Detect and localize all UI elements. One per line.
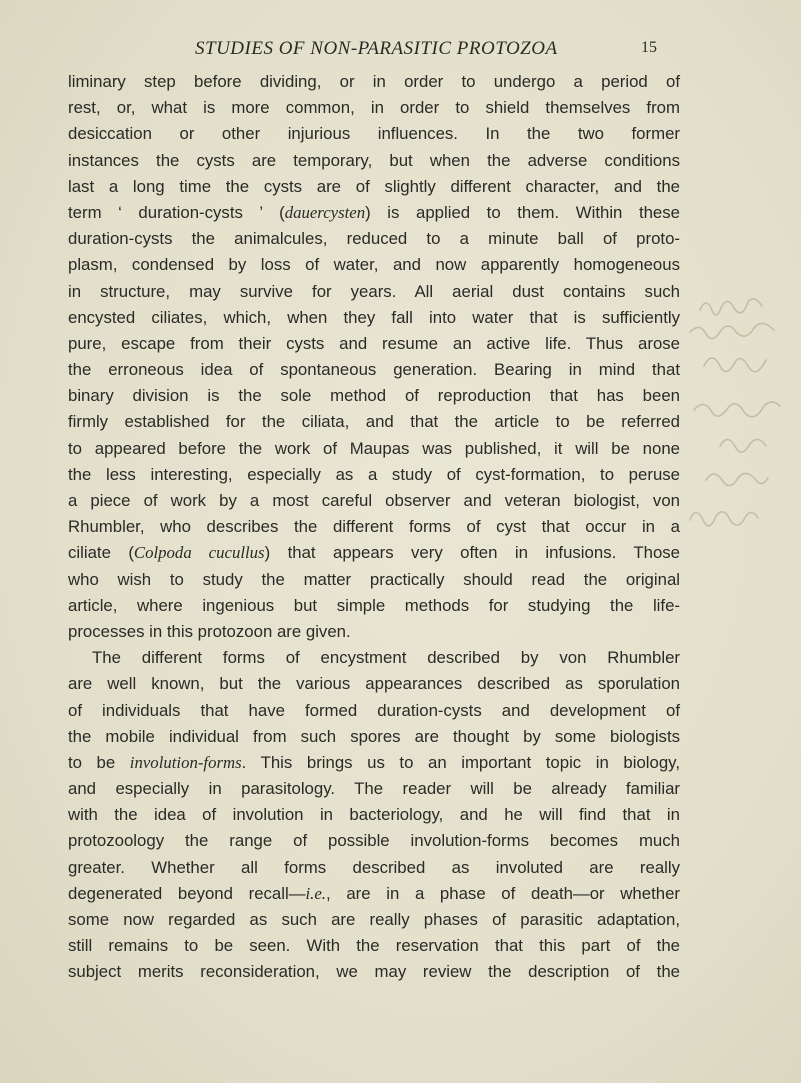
- text-line: who wish to study the matter practically should read the original: [68, 569, 680, 589]
- text-line: firmly established for the ciliata, and that the article to be referred: [68, 412, 680, 432]
- text-line: greater. Whether all forms described as involuted are really: [68, 857, 680, 877]
- italic-term-colpoda: Colpoda cucullus: [133, 543, 265, 563]
- running-head: STUDIES OF NON-PARASITIC PROTOZOA: [195, 38, 558, 59]
- text-run: . This brings us to an important topic in biology,: [241, 752, 680, 772]
- text-line: last a long time the cysts are of slightly different character, and the: [68, 176, 680, 196]
- text-line: processes in this protozoon are given.: [68, 621, 351, 641]
- text-line: The different forms of encystment described by von Rhumbler: [92, 648, 680, 668]
- text-run: ) that appears very often in infusions. Those: [264, 543, 680, 563]
- text-line: [68, 200, 680, 226]
- text-line: rest, or, what is more common, in order to shield themselves from: [68, 98, 680, 118]
- text-line: [68, 881, 680, 907]
- text-run: , are in a phase of death—or whether: [326, 883, 680, 903]
- text-line: and especially in parasitology. The reader will be already familiar: [68, 779, 680, 799]
- text-line: still remains to be seen. With the reservation that this part of the: [68, 936, 680, 956]
- italic-term-involution-forms: involution-forms: [129, 752, 242, 772]
- text-line: of individuals that have formed duration-cysts and development of: [68, 700, 680, 720]
- text-line: [68, 750, 680, 776]
- text-line: article, where ingenious but simple methods for studying the life-: [68, 595, 680, 615]
- text-line: subject merits reconsideration, we may review the description of the: [68, 962, 680, 982]
- text-run: term ‘ duration-cysts ’ (: [68, 202, 285, 222]
- body-text: [68, 69, 680, 986]
- italic-term-dauercysten: dauercysten: [284, 202, 366, 222]
- text-line: Rhumbler, who describes the different forms of cyst that occur in a: [68, 517, 680, 537]
- text-line: in structure, may survive for years. All aerial dust contains such: [68, 281, 680, 301]
- text-line: the erroneous idea of spontaneous generation. Bearing in mind that: [68, 360, 680, 380]
- text-line: the less interesting, especially as a study of cyst-formation, to peruse: [68, 464, 680, 484]
- text-line: instances the cysts are temporary, but when the adverse conditions: [68, 150, 680, 170]
- text-line: a piece of work by a most careful observer and veteran biologist, von: [68, 491, 680, 510]
- text-line: desiccation or other injurious influences. In the two former: [68, 124, 680, 144]
- text-run: degenerated beyond recall—: [68, 883, 306, 903]
- text-line: binary division is the sole method of reproduction that has been: [68, 386, 680, 406]
- italic-term-ie: i.e.: [305, 883, 327, 903]
- text-line: plasm, condensed by loss of water, and now apparently homogeneous: [68, 255, 680, 275]
- text-line: duration-cysts the animalcules, reduced to a minute ball of proto-: [68, 229, 680, 249]
- page-number: 15: [641, 39, 657, 56]
- text-run: to be: [68, 752, 130, 772]
- text-line: to appeared before the work of Maupas was published, it will be none: [68, 438, 680, 458]
- text-line: pure, escape from their cysts and resume an active life. Thus arose: [68, 333, 680, 353]
- text-line: are well known, but the various appearances described as sporulation: [68, 674, 680, 694]
- text-line: with the idea of involution in bacteriology, and he will find that in: [68, 805, 680, 825]
- text-line: [68, 540, 680, 566]
- text-line: liminary step before dividing, or in order to undergo a period of: [68, 72, 680, 91]
- text-run: ciliate (: [68, 543, 134, 563]
- text-line: the mobile individual from such spores are thought by some biologists: [68, 726, 680, 746]
- bleed-through-handwriting: [670, 270, 801, 730]
- text-run: ) is applied to them. Within these: [365, 202, 680, 222]
- text-line: encysted ciliates, which, when they fall into water that is sufficiently: [68, 307, 680, 327]
- text-line: some now regarded as such are really phases of parasitic adaptation,: [68, 910, 680, 929]
- text-line: protozoology the range of possible involution-forms becomes much: [68, 831, 680, 851]
